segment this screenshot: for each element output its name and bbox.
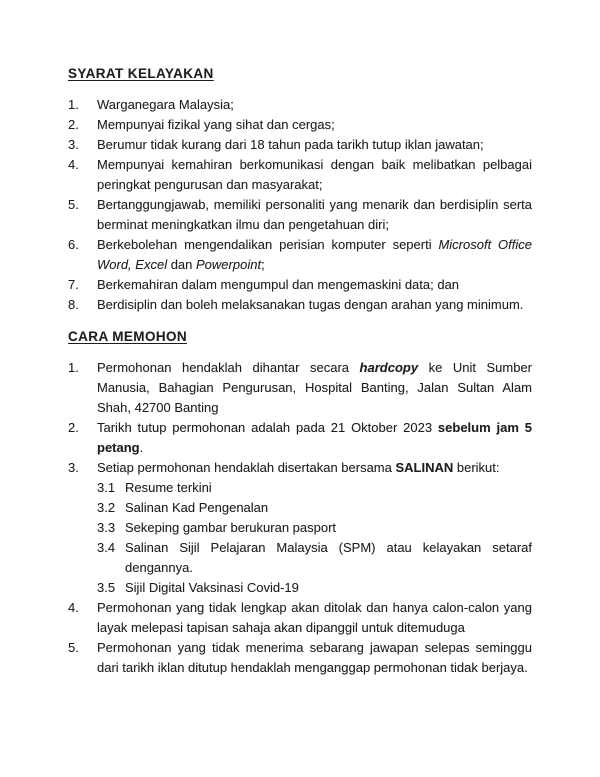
item-text — [97, 638, 532, 678]
list-item — [68, 638, 532, 678]
section-cara-memohon — [68, 329, 532, 678]
list-item — [68, 418, 532, 458]
list-item — [68, 275, 532, 295]
item-number: 3.2 — [97, 500, 116, 515]
text-segment: Sijil Digital Vaksinasi Covid-19 — [125, 580, 299, 595]
text-segment: Berkemahiran dalam mengumpul dan mengemaskini data; dan — [97, 277, 460, 292]
list-item — [68, 155, 532, 195]
text-segment: berikut: — [453, 460, 500, 475]
list-item — [68, 458, 532, 478]
text-segment: Berdisiplin dan boleh melaksanakan tugas dengan arahan yang minimum. — [97, 297, 524, 312]
item-number: 3. — [68, 137, 79, 152]
item-number: 1. — [68, 97, 79, 112]
text-segment: Bertanggungjawab, memiliki personaliti yang menarik dan berdisiplin serta berminat meningkatkan ilmu dan pengetahuan diri; — [97, 197, 532, 232]
text-segment: Setiap permohonan hendaklah disertakan bersama — [97, 460, 396, 475]
item-number: 3.3 — [97, 520, 116, 535]
item-number: 1. — [68, 360, 79, 375]
list-item — [68, 235, 532, 275]
item-text — [97, 135, 532, 155]
section-heading: SYARAT KELAYAKAN — [68, 66, 214, 81]
list-item — [68, 195, 532, 235]
list-item — [68, 518, 532, 538]
text-segment: Warganegara Malaysia; — [97, 97, 234, 112]
text-segment: Tarikh tutup permohonan adalah pada 21 Oktober 2023 — [97, 420, 438, 435]
item-number: 3.1 — [97, 480, 116, 495]
item-number: 4. — [68, 157, 79, 172]
item-text — [97, 418, 532, 458]
item-text — [125, 578, 532, 598]
text-segment: Mempunyai kemahiran berkomunikasi dengan baik melibatkan pelbagai peringkat pengurusan dan masyarakat; — [97, 157, 532, 192]
text-segment: Microsoft Office Word, — [97, 237, 532, 272]
item-text — [125, 478, 532, 498]
item-number: 5. — [68, 197, 79, 212]
text-segment: ; — [261, 257, 265, 272]
text-segment: ke Unit Sumber Manusia, Bahagian Pengurusan, Hospital Banting, Jalan Sultan Alam Shah, 42700 Banting — [97, 360, 533, 415]
text-segment: dan — [167, 257, 197, 272]
list-item — [68, 115, 532, 135]
text-segment: Powerpoint — [196, 257, 262, 272]
item-number: 6. — [68, 237, 79, 252]
text-segment: Permohonan yang tidak lengkap akan ditolak dan hanya calon-calon yang layak melepasi tapisan sahaja akan dipanggil untuk ditemuduga — [97, 600, 532, 635]
item-text — [97, 95, 532, 115]
text-segment: Berumur tidak kurang dari 18 tahun pada tarikh tutup iklan jawatan; — [97, 137, 484, 152]
item-text — [125, 518, 532, 538]
item-number: 4. — [68, 600, 79, 615]
item-text — [97, 275, 532, 295]
text-segment: Excel — [135, 257, 168, 272]
text-segment: hardcopy — [359, 360, 419, 375]
numbered-list — [68, 95, 532, 315]
text-segment: Salinan Kad Pengenalan — [125, 500, 269, 515]
list-item — [68, 358, 532, 418]
text-segment: Resume terkini — [125, 480, 212, 495]
item-text — [97, 295, 532, 315]
text-segment: . — [139, 440, 144, 455]
item-text — [97, 598, 532, 638]
list-item — [68, 498, 532, 518]
item-number: 2. — [68, 420, 79, 435]
item-number: 5. — [68, 640, 79, 655]
list-item — [68, 478, 532, 498]
item-number: 2. — [68, 117, 79, 132]
list-item — [68, 295, 532, 315]
text-segment: Salinan Sijil Pelajaran Malaysia (SPM) atau kelayakan setaraf dengannya. — [125, 540, 532, 575]
list-item — [68, 135, 532, 155]
text-segment: SALINAN — [395, 460, 454, 475]
text-segment: sebelum jam 5 petang — [97, 420, 532, 455]
item-number: 3.4 — [97, 540, 116, 555]
section-heading: CARA MEMOHON — [68, 329, 188, 344]
text-segment: Permohonan hendaklah dihantar secara — [97, 360, 360, 375]
list-item — [68, 95, 532, 115]
numbered-list — [68, 358, 532, 678]
item-text — [97, 195, 532, 235]
item-text — [97, 235, 532, 275]
item-text — [97, 458, 532, 478]
item-text — [97, 115, 532, 135]
list-item — [68, 578, 532, 598]
item-text — [97, 358, 532, 418]
text-segment: Sekeping gambar berukuran pasport — [125, 520, 337, 535]
section-syarat-kelayakan — [68, 66, 532, 315]
item-text — [125, 498, 532, 518]
item-number: 3.5 — [97, 580, 116, 595]
item-text — [97, 155, 532, 195]
item-number: 7. — [68, 277, 79, 292]
list-item — [68, 538, 532, 578]
text-segment: Mempunyai fizikal yang sihat dan cergas; — [97, 117, 335, 132]
list-item — [68, 598, 532, 638]
text-segment: Permohonan yang tidak menerima sebarang jawapan selepas seminggu dari tarikh iklan ditutup hendaklah menganggap permohonan tidak berjaya. — [97, 640, 532, 675]
text-segment: Berkebolehan mengendalikan perisian komputer seperti — [97, 237, 439, 252]
item-text — [125, 538, 532, 578]
item-number: 3. — [68, 460, 79, 475]
item-number: 8. — [68, 297, 79, 312]
